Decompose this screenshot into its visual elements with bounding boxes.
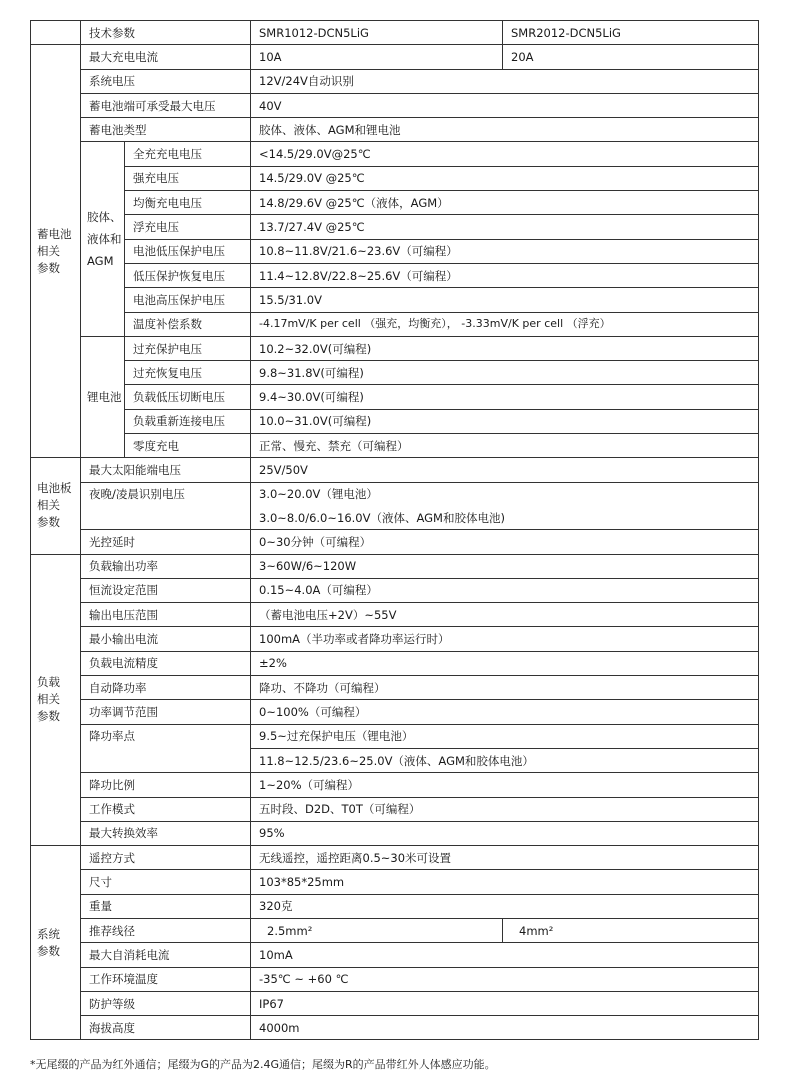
row-value: 正常、慢充、禁充（可编程） [251,434,759,458]
row-label: 工作环境温度 [81,967,251,991]
table-row [31,21,759,45]
category-load [31,554,81,846]
table-row [31,336,759,360]
row-label: 降功比例 [81,773,251,797]
row-value: IP67 [251,991,759,1015]
table-row [31,434,759,458]
row-value-b: 4mm² [503,918,759,942]
row-value: 9.8~31.8V(可编程) [251,361,759,385]
row-label: 恒流设定范围 [81,578,251,602]
row-value: 降功、不降功（可编程） [251,676,759,700]
table-row [31,676,759,700]
category-panel [31,458,81,554]
row-value: 15.5/31.0V [251,288,759,312]
table-row [31,700,759,724]
row-value: 1~20%（可编程） [251,773,759,797]
table-row [31,724,759,748]
row-value: 9.4~30.0V(可编程) [251,385,759,409]
row-label: 浮充电压 [125,215,251,239]
table-row [31,530,759,554]
table-row [31,118,759,142]
group-lithium: 锂电池 [81,336,125,457]
row-value: 10.0~31.0V(可编程) [251,409,759,433]
row-value: <14.5/29.0V@25℃ [251,142,759,166]
row-label: 海拔高度 [81,1016,251,1040]
table-row [31,482,759,506]
row-label: 过充恢复电压 [125,361,251,385]
table-row [31,45,759,69]
row-label: 蓄电池端可承受最大电压 [81,93,251,117]
group-lead-acid [81,142,125,336]
row-value: 11.4~12.8V/22.8~25.6V（可编程） [251,263,759,287]
table-row [31,821,759,845]
row-value: 胶体、液体、AGM和锂电池 [251,118,759,142]
table-row [31,773,759,797]
row-label: 遥控方式 [81,846,251,870]
group-label: 胶体、 液体和 AGM [87,210,122,269]
row-value: 3~60W/6~120W [251,554,759,578]
row-value-b: 20A [503,45,759,69]
row-value: 14.5/29.0V @25℃ [251,166,759,190]
row-label: 夜晚/凌晨识别电压 [81,482,251,530]
row-label: 最大太阳能端电压 [81,458,251,482]
category-label: 负载 相关 参数 [37,675,60,724]
table-row [31,142,759,166]
row-value: 3.0~8.0/6.0~16.0V（液体、AGM和胶体电池) [251,506,759,530]
spec-table [30,20,759,1040]
table-row [31,967,759,991]
table-row [31,870,759,894]
row-value: 103*85*25mm [251,870,759,894]
table-row [31,215,759,239]
row-label: 负载低压切断电压 [125,385,251,409]
category-system [31,846,81,1040]
table-row [31,69,759,93]
table-row [31,651,759,675]
table-row [31,554,759,578]
table-row [31,93,759,117]
row-value: -35℃ ~ +60 ℃ [251,967,759,991]
table-row [31,603,759,627]
row-label: 功率调节范围 [81,700,251,724]
spec-sheet [30,20,759,1040]
row-label: 均衡充电电压 [125,191,251,215]
row-label: 温度补偿系数 [125,312,251,336]
row-label: 强充电压 [125,166,251,190]
table-row [31,846,759,870]
table-row [31,361,759,385]
row-value: 0~100%（可编程） [251,700,759,724]
row-label: 重量 [81,894,251,918]
category-label: 蓄电池 相关 参数 [37,226,72,275]
table-row [31,943,759,967]
table-row [31,239,759,263]
table-row [31,991,759,1015]
row-value: -4.17mV/K per cell （强充，均衡充）， -3.33mV/K per cell （浮充） [251,312,759,336]
row-value: ±2% [251,651,759,675]
row-value: 95% [251,821,759,845]
header-param: 技术参数 [81,21,251,45]
row-value: 100mA（半功率或者降功率运行时） [251,627,759,651]
row-label: 工作模式 [81,797,251,821]
table-row [31,191,759,215]
table-row [31,627,759,651]
row-label: 电池高压保护电压 [125,288,251,312]
row-label: 全充充电电压 [125,142,251,166]
row-label: 负载电流精度 [81,651,251,675]
row-label: 防护等级 [81,991,251,1015]
footnote: *无尾缀的产品为红外通信；尾缀为G的产品为2.4G通信；尾缀为R的产品带红外人体感应功能。 [30,1058,496,1071]
header-model-a: SMR1012-DCN5LiG [251,21,503,45]
row-value: 3.0~20.0V（锂电池） [251,482,759,506]
table-row [31,578,759,602]
row-label: 自动降功率 [81,676,251,700]
table-row [31,1016,759,1040]
row-value: 4000m [251,1016,759,1040]
row-label: 输出电压范围 [81,603,251,627]
table-row [31,263,759,287]
row-value: 0~30分钟（可编程） [251,530,759,554]
row-label: 最大转换效率 [81,821,251,845]
row-value: 10.8~11.8V/21.6~23.6V（可编程） [251,239,759,263]
table-row [31,797,759,821]
row-value: 320克 [251,894,759,918]
row-value: 10.2~32.0V(可编程) [251,336,759,360]
row-value: 9.5~过充保护电压（锂电池） [251,724,759,748]
row-label: 最小输出电流 [81,627,251,651]
row-label: 尺寸 [81,870,251,894]
header-model-b: SMR2012-DCN5LiG [503,21,759,45]
table-row [31,166,759,190]
category-label: 电池板 相关 参数 [37,481,72,530]
row-label: 负载重新连接电压 [125,409,251,433]
row-value-a: 10A [251,45,503,69]
row-label: 最大自消耗电流 [81,943,251,967]
table-row [31,409,759,433]
row-label: 电池低压保护电压 [125,239,251,263]
row-label: 最大充电电流 [81,45,251,69]
category-battery [31,45,81,458]
row-value: 13.7/27.4V @25℃ [251,215,759,239]
row-label: 零度充电 [125,434,251,458]
row-label: 推荐线径 [81,918,251,942]
category-label: 系统 参数 [37,926,60,958]
row-value: 0.15~4.0A（可编程） [251,578,759,602]
row-value-a: 2.5mm² [251,918,503,942]
table-row [31,458,759,482]
row-value: 五时段、D2D、T0T（可编程） [251,797,759,821]
table-row [31,894,759,918]
row-value: 40V [251,93,759,117]
table-row [31,312,759,336]
row-value: （蓄电池电压+2V）~55V [251,603,759,627]
row-value: 12V/24V自动识别 [251,69,759,93]
table-row [31,918,759,942]
row-label: 负载输出功率 [81,554,251,578]
row-value: 11.8~12.5/23.6~25.0V（液体、AGM和胶体电池） [251,748,759,772]
table-row [31,385,759,409]
row-value: 25V/50V [251,458,759,482]
row-label: 蓄电池类型 [81,118,251,142]
row-value: 无线遥控，遥控距离0.5~30米可设置 [251,846,759,870]
row-label: 光控延时 [81,530,251,554]
empty-cell [31,21,81,45]
row-label: 系统电压 [81,69,251,93]
row-label: 低压保护恢复电压 [125,263,251,287]
row-label: 过充保护电压 [125,336,251,360]
row-value: 10mA [251,943,759,967]
row-label: 降功率点 [81,724,251,773]
table-row [31,288,759,312]
row-value: 14.8/29.6V @25℃（液体，AGM） [251,191,759,215]
